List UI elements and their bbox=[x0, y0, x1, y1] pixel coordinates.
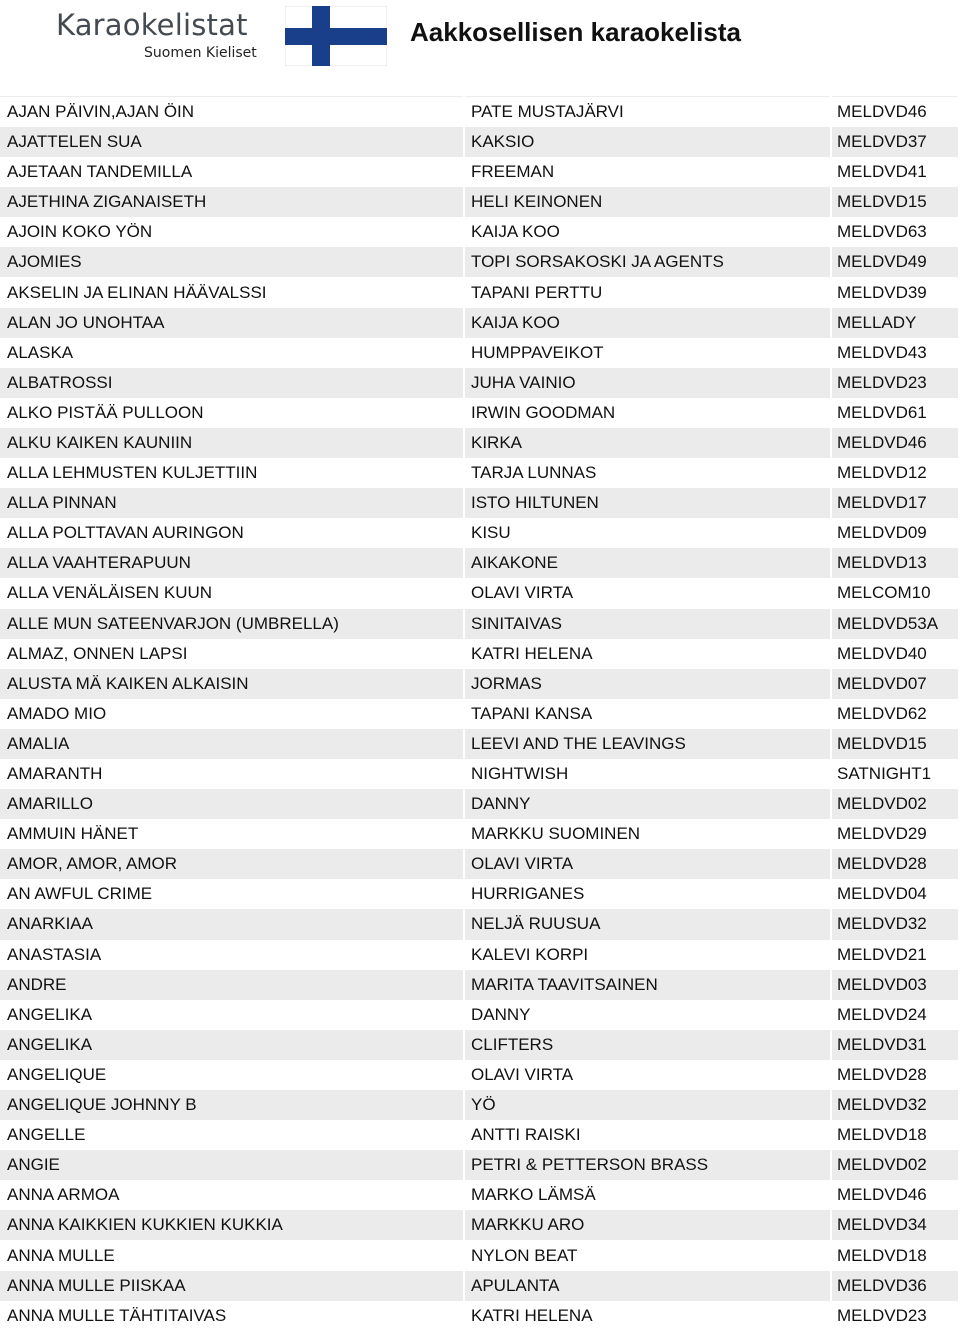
song-row bbox=[0, 759, 958, 789]
song-artist: HUMPPAVEIKOT bbox=[464, 338, 831, 368]
song-artist: KATRI HELENA bbox=[464, 1301, 831, 1331]
song-artist: YÖ bbox=[464, 1090, 831, 1120]
song-row bbox=[0, 368, 958, 398]
song-title: ANNA MULLE PIISKAA bbox=[0, 1271, 464, 1301]
song-artist: KAKSIO bbox=[464, 127, 831, 157]
song-artist: NYLON BEAT bbox=[464, 1240, 831, 1270]
song-disc-code: MELDVD23 bbox=[831, 368, 958, 398]
song-artist: KISU bbox=[464, 518, 831, 548]
song-disc-code: MELDVD23 bbox=[831, 1301, 958, 1331]
song-title: AMADO MIO bbox=[0, 699, 464, 729]
song-title: AJOIN KOKO YÖN bbox=[0, 217, 464, 247]
song-title: ANNA MULLE bbox=[0, 1240, 464, 1270]
song-row bbox=[0, 578, 958, 608]
song-artist: ANTTI RAISKI bbox=[464, 1120, 831, 1150]
song-artist: DANNY bbox=[464, 1000, 831, 1030]
song-title: ANGELLE bbox=[0, 1120, 464, 1150]
song-disc-code: MELDVD49 bbox=[831, 247, 958, 277]
song-artist: LEEVI AND THE LEAVINGS bbox=[464, 729, 831, 759]
page-title: Aakkosellisen karaokelista bbox=[410, 17, 741, 47]
song-disc-code: MELDVD41 bbox=[831, 157, 958, 187]
song-row bbox=[0, 729, 958, 759]
song-artist: MARKKU SUOMINEN bbox=[464, 819, 831, 849]
song-title: ALASKA bbox=[0, 338, 464, 368]
song-row bbox=[0, 639, 958, 669]
song-disc-code: MELDVD21 bbox=[831, 940, 958, 970]
logo-subtitle: Suomen Kieliset bbox=[144, 45, 257, 61]
song-title: ANGELIKA bbox=[0, 1030, 464, 1060]
song-title: ANGELIQUE bbox=[0, 1060, 464, 1090]
song-title: AKSELIN JA ELINAN HÄÄVALSSI bbox=[0, 277, 464, 307]
song-row bbox=[0, 1240, 958, 1270]
song-artist: TAPANI PERTTU bbox=[464, 277, 831, 307]
song-artist: PATE MUSTAJÄRVI bbox=[464, 97, 831, 128]
song-disc-code: MELDVD07 bbox=[831, 669, 958, 699]
song-disc-code: MELDVD15 bbox=[831, 187, 958, 217]
song-artist: MARKKU ARO bbox=[464, 1210, 831, 1240]
song-row bbox=[0, 609, 958, 639]
song-row bbox=[0, 247, 958, 277]
song-artist: CLIFTERS bbox=[464, 1030, 831, 1060]
song-disc-code: MELLADY bbox=[831, 308, 958, 338]
song-row bbox=[0, 518, 958, 548]
song-disc-code: MELDVD29 bbox=[831, 819, 958, 849]
song-artist: MARKO LÄMSÄ bbox=[464, 1180, 831, 1210]
song-artist: NIGHTWISH bbox=[464, 759, 831, 789]
song-row bbox=[0, 819, 958, 849]
song-row bbox=[0, 1301, 958, 1331]
song-artist: JORMAS bbox=[464, 669, 831, 699]
song-title: ALLA PINNAN bbox=[0, 488, 464, 518]
song-title: AJOMIES bbox=[0, 247, 464, 277]
song-title: AJETHINA ZIGANAISETH bbox=[0, 187, 464, 217]
song-title: ALKU KAIKEN KAUNIIN bbox=[0, 428, 464, 458]
song-disc-code: MELDVD62 bbox=[831, 699, 958, 729]
song-disc-code: MELDVD46 bbox=[831, 428, 958, 458]
song-title: ANGELIKA bbox=[0, 1000, 464, 1030]
song-artist: ISTO HILTUNEN bbox=[464, 488, 831, 518]
song-row bbox=[0, 458, 958, 488]
song-artist: DANNY bbox=[464, 789, 831, 819]
song-disc-code: MELDVD36 bbox=[831, 1271, 958, 1301]
song-title: ALLA VENÄLÄISEN KUUN bbox=[0, 578, 464, 608]
karaoke-song-list bbox=[0, 96, 958, 1331]
finland-flag-icon bbox=[285, 6, 387, 66]
song-disc-code: SATNIGHT1 bbox=[831, 759, 958, 789]
song-title: ALLA POLTTAVAN AURINGON bbox=[0, 518, 464, 548]
song-title: ALMAZ, ONNEN LAPSI bbox=[0, 639, 464, 669]
song-title: AN AWFUL CRIME bbox=[0, 879, 464, 909]
karaokelistat-logo[interactable] bbox=[56, 8, 288, 66]
song-title: AMARANTH bbox=[0, 759, 464, 789]
song-artist: OLAVI VIRTA bbox=[464, 849, 831, 879]
song-title: AMALIA bbox=[0, 729, 464, 759]
song-row bbox=[0, 127, 958, 157]
song-artist: APULANTA bbox=[464, 1271, 831, 1301]
song-disc-code: MELDVD28 bbox=[831, 1060, 958, 1090]
song-title: ANNA MULLE TÄHTITAIVAS bbox=[0, 1301, 464, 1331]
song-row bbox=[0, 217, 958, 247]
song-disc-code: MELDVD17 bbox=[831, 488, 958, 518]
song-title: AJETAAN TANDEMILLA bbox=[0, 157, 464, 187]
song-title: ALUSTA MÄ KAIKEN ALKAISIN bbox=[0, 669, 464, 699]
song-artist: JUHA VAINIO bbox=[464, 368, 831, 398]
song-title: AMMUIN HÄNET bbox=[0, 819, 464, 849]
song-title: ALLE MUN SATEENVARJON (UMBRELLA) bbox=[0, 609, 464, 639]
song-artist: TARJA LUNNAS bbox=[464, 458, 831, 488]
song-title: ALAN JO UNOHTAA bbox=[0, 308, 464, 338]
logo-title: Karaokelistat bbox=[56, 8, 248, 42]
song-row bbox=[0, 338, 958, 368]
song-disc-code: MELDVD40 bbox=[831, 639, 958, 669]
song-row bbox=[0, 1120, 958, 1150]
page-header bbox=[0, 0, 960, 96]
song-row bbox=[0, 428, 958, 458]
song-title: ANGELIQUE JOHNNY B bbox=[0, 1090, 464, 1120]
song-artist: OLAVI VIRTA bbox=[464, 578, 831, 608]
song-artist: KIRKA bbox=[464, 428, 831, 458]
song-artist: AIKAKONE bbox=[464, 548, 831, 578]
song-artist: HELI KEINONEN bbox=[464, 187, 831, 217]
song-title: ANDRE bbox=[0, 970, 464, 1000]
song-list-body bbox=[0, 97, 958, 1331]
song-artist: MARITA TAAVITSAINEN bbox=[464, 970, 831, 1000]
song-row bbox=[0, 940, 958, 970]
song-row bbox=[0, 1060, 958, 1090]
song-row bbox=[0, 879, 958, 909]
song-disc-code: MELDVD18 bbox=[831, 1120, 958, 1150]
song-disc-code: MELDVD15 bbox=[831, 729, 958, 759]
song-disc-code: MELDVD18 bbox=[831, 1240, 958, 1270]
song-row bbox=[0, 1150, 958, 1180]
song-artist: KALEVI KORPI bbox=[464, 940, 831, 970]
song-row bbox=[0, 488, 958, 518]
song-disc-code: MELDVD37 bbox=[831, 127, 958, 157]
song-row bbox=[0, 548, 958, 578]
song-disc-code: MELDVD46 bbox=[831, 97, 958, 128]
song-row bbox=[0, 1000, 958, 1030]
song-row bbox=[0, 909, 958, 939]
song-artist: SINITAIVAS bbox=[464, 609, 831, 639]
song-row bbox=[0, 669, 958, 699]
song-disc-code: MELDVD31 bbox=[831, 1030, 958, 1060]
song-title: ANGIE bbox=[0, 1150, 464, 1180]
song-disc-code: MELDVD13 bbox=[831, 548, 958, 578]
song-row bbox=[0, 849, 958, 879]
song-title: ANNA KAIKKIEN KUKKIEN KUKKIA bbox=[0, 1210, 464, 1240]
song-disc-code: MELDVD39 bbox=[831, 277, 958, 307]
song-row bbox=[0, 1210, 958, 1240]
song-disc-code: MELDVD09 bbox=[831, 518, 958, 548]
song-artist: NELJÄ RUUSUA bbox=[464, 909, 831, 939]
song-artist: HURRIGANES bbox=[464, 879, 831, 909]
song-artist: KAIJA KOO bbox=[464, 308, 831, 338]
song-row bbox=[0, 970, 958, 1000]
song-title: ANARKIAA bbox=[0, 909, 464, 939]
song-disc-code: MELDVD02 bbox=[831, 1150, 958, 1180]
song-row bbox=[0, 1271, 958, 1301]
song-disc-code: MELDVD63 bbox=[831, 217, 958, 247]
song-disc-code: MELDVD03 bbox=[831, 970, 958, 1000]
song-disc-code: MELDVD04 bbox=[831, 879, 958, 909]
song-artist: TOPI SORSAKOSKI JA AGENTS bbox=[464, 247, 831, 277]
song-title: AMOR, AMOR, AMOR bbox=[0, 849, 464, 879]
song-title: AMARILLO bbox=[0, 789, 464, 819]
song-artist: FREEMAN bbox=[464, 157, 831, 187]
song-title: ALBATROSSI bbox=[0, 368, 464, 398]
song-disc-code: MELDVD32 bbox=[831, 1090, 958, 1120]
song-title: ANASTASIA bbox=[0, 940, 464, 970]
song-row bbox=[0, 308, 958, 338]
song-disc-code: MELDVD12 bbox=[831, 458, 958, 488]
song-row bbox=[0, 157, 958, 187]
song-title: ALKO PISTÄÄ PULLOON bbox=[0, 398, 464, 428]
song-title: AJAN PÄIVIN,AJAN ÖIN bbox=[0, 97, 464, 128]
song-artist: KAIJA KOO bbox=[464, 217, 831, 247]
song-artist: PETRI & PETTERSON BRASS bbox=[464, 1150, 831, 1180]
song-title: AJATTELEN SUA bbox=[0, 127, 464, 157]
song-row bbox=[0, 1180, 958, 1210]
song-row bbox=[0, 398, 958, 428]
song-disc-code: MELCOM10 bbox=[831, 578, 958, 608]
song-artist: TAPANI KANSA bbox=[464, 699, 831, 729]
song-disc-code: MELDVD43 bbox=[831, 338, 958, 368]
song-disc-code: MELDVD53A bbox=[831, 609, 958, 639]
song-title: ALLA LEHMUSTEN KULJETTIIN bbox=[0, 458, 464, 488]
song-artist: KATRI HELENA bbox=[464, 639, 831, 669]
song-row bbox=[0, 1030, 958, 1060]
song-artist: OLAVI VIRTA bbox=[464, 1060, 831, 1090]
song-title: ALLA VAAHTERAPUUN bbox=[0, 548, 464, 578]
song-disc-code: MELDVD46 bbox=[831, 1180, 958, 1210]
song-artist: IRWIN GOODMAN bbox=[464, 398, 831, 428]
song-disc-code: MELDVD28 bbox=[831, 849, 958, 879]
song-disc-code: MELDVD61 bbox=[831, 398, 958, 428]
song-title: ANNA ARMOA bbox=[0, 1180, 464, 1210]
song-row bbox=[0, 1090, 958, 1120]
song-row bbox=[0, 187, 958, 217]
song-row bbox=[0, 97, 958, 128]
song-disc-code: MELDVD34 bbox=[831, 1210, 958, 1240]
song-disc-code: MELDVD32 bbox=[831, 909, 958, 939]
song-row bbox=[0, 789, 958, 819]
song-row bbox=[0, 277, 958, 307]
song-disc-code: MELDVD02 bbox=[831, 789, 958, 819]
song-row bbox=[0, 699, 958, 729]
song-disc-code: MELDVD24 bbox=[831, 1000, 958, 1030]
